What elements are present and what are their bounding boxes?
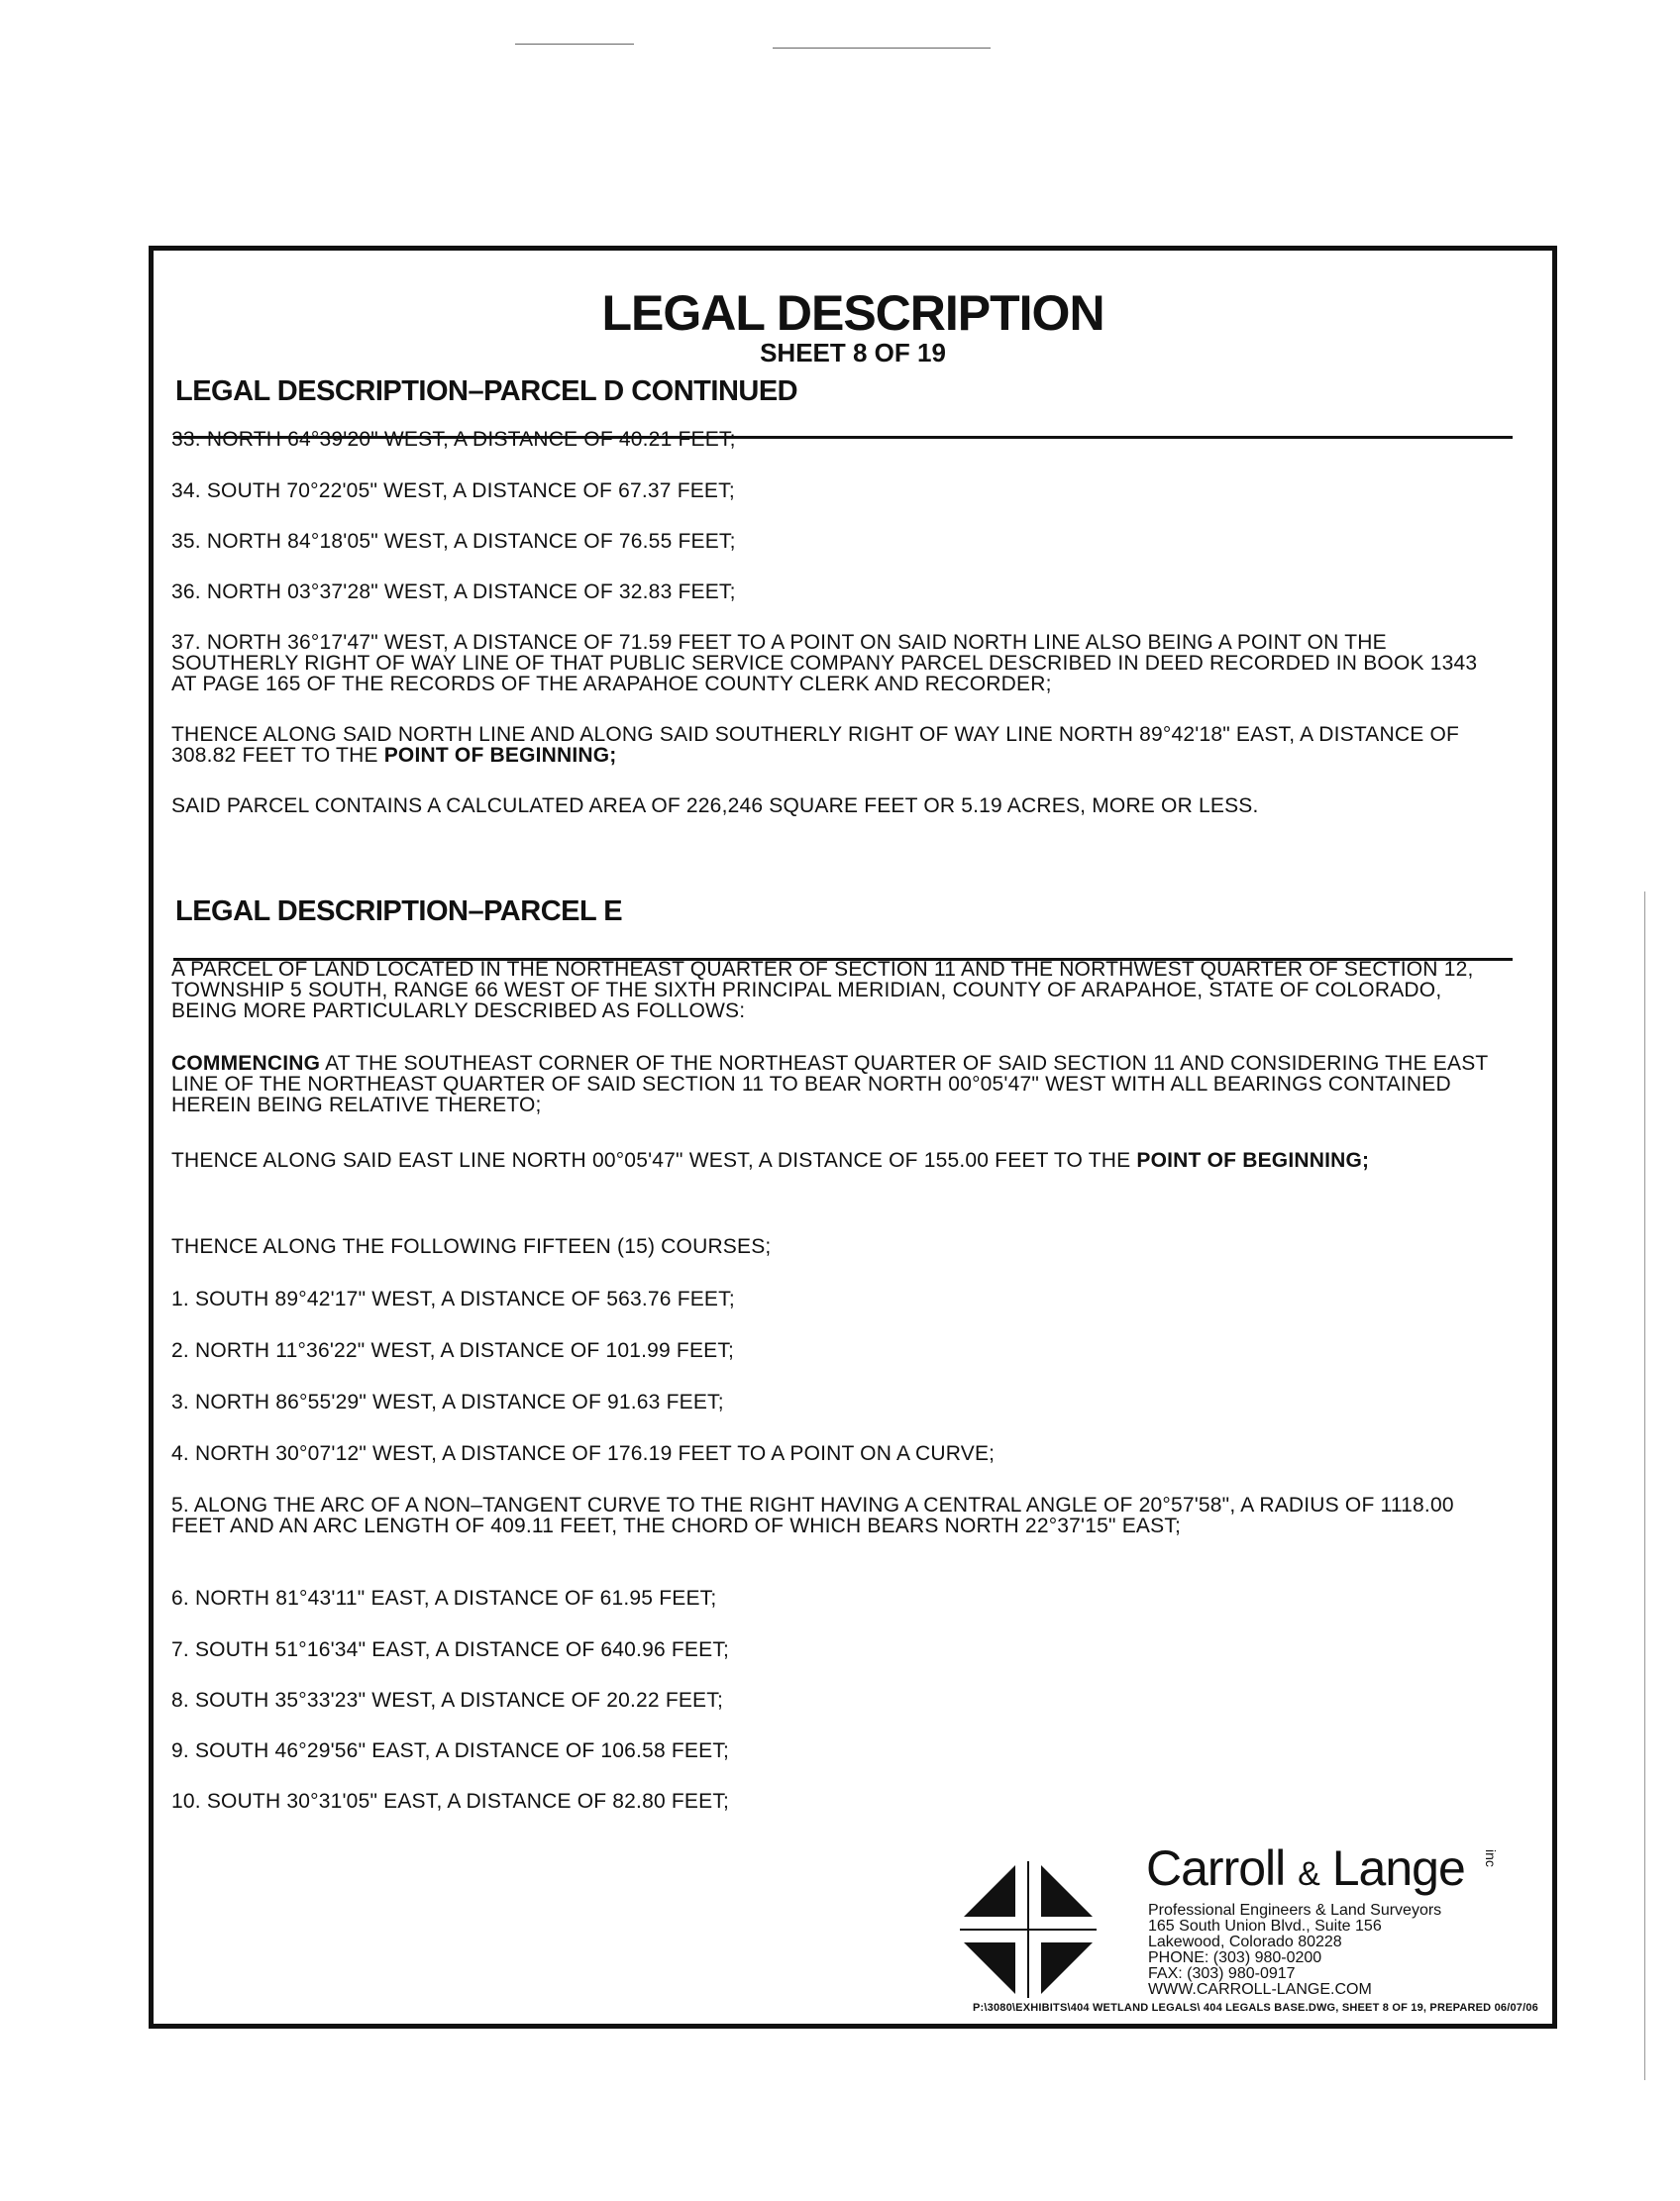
company-name-carroll: Carroll (1146, 1840, 1286, 1896)
company-name-lange: Lange (1331, 1840, 1465, 1896)
course-d-37: 37. NORTH 36°17'47" WEST, A DISTANCE OF 71.59 FEET TO A POINT ON SAID NORTH LINE ALSO BEING A POINT ON THE SOUTHERLY RIGHT OF WAY LINE OF THAT PUBLIC SERVICE COMPANY PARCEL DESCRIBED IN DEED RECORDED IN BOOK 1343 AT PAGE 165 OF THE RECORDS OF THE ARAPAHOE COUNTY CLERK AND RECORDER; (171, 631, 1478, 695)
scan-mark-top (515, 44, 634, 45)
parcel-e-thence (171, 1150, 1503, 1171)
sheet-number: SHEET 8 OF 19 (760, 338, 946, 367)
parcel-e-thence-text: THENCE ALONG SAID EAST LINE NORTH 00°05'47" WEST, A DISTANCE OF 155.00 FEET TO THE (171, 1149, 1131, 1172)
company-tagline: Professional Engineers & Land Surveyors (1148, 1902, 1442, 1919)
drawing-file-path: P:\3080\EXHIBITS\404 WETLAND LEGALS\ 404 LEGALS BASE.DWG, SHEET 8 OF 19, PREPARED 06/07/06 (972, 2002, 1538, 2014)
course-d-34: 34. SOUTH 70°22'05" WEST, A DISTANCE OF 67.37 FEET; (171, 479, 735, 502)
company-city: Lakewood, Colorado 80228 (1148, 1934, 1342, 1950)
course-e-10: 10. SOUTH 30°31'05" EAST, A DISTANCE OF 82.80 FEET; (171, 1790, 730, 1813)
scan-mark-top (773, 48, 991, 49)
carroll-lange-logo-icon (954, 1855, 1102, 2004)
scan-mark-right (1644, 891, 1645, 2080)
course-e-2: 2. NORTH 11°36'22" WEST, A DISTANCE OF 101.99 FEET; (171, 1339, 735, 1362)
parcel-e-point-of-beginning: POINT OF BEGINNING; (1136, 1149, 1370, 1172)
parcel-d-thence (171, 724, 1503, 766)
parcel-d-thence-text: THENCE ALONG SAID NORTH LINE AND ALONG SAID SOUTHERLY RIGHT OF WAY LINE NORTH 89°42'18" EAST, A DISTANCE OF 308.82 FEET TO THE (171, 723, 1460, 767)
company-name-ampersand: & (1298, 1855, 1319, 1893)
course-e-8: 8. SOUTH 35°33'23" WEST, A DISTANCE OF 20.22 FEET; (171, 1689, 723, 1712)
course-e-3: 3. NORTH 86°55'29" WEST, A DISTANCE OF 91.63 FEET; (171, 1391, 724, 1414)
company-street: 165 South Union Blvd., Suite 156 (1148, 1918, 1382, 1935)
course-e-6: 6. NORTH 81°43'11" EAST, A DISTANCE OF 61.95 FEET; (171, 1587, 717, 1610)
course-d-35: 35. NORTH 84°18'05" WEST, A DISTANCE OF 76.55 FEET; (171, 530, 736, 553)
course-e-1: 1. SOUTH 89°42'17" WEST, A DISTANCE OF 563.76 FEET; (171, 1288, 735, 1310)
commencing-text: AT THE SOUTHEAST CORNER OF THE NORTHEAST QUARTER OF SAID SECTION 11 AND CONSIDERING THE EAST LINE OF THE NORTHEAST QUARTER OF SAID SECTION 11 TO BEAR NORTH 00°05'47" WEST WITH ALL BEARINGS CONTAINED HEREIN BEING RELATIVE THERETO; (171, 1052, 1489, 1116)
company-website: WWW.CARROLL-LANGE.COM (1148, 1981, 1372, 1998)
course-e-4: 4. NORTH 30°07'12" WEST, A DISTANCE OF 176.19 FEET TO A POINT ON A CURVE; (171, 1442, 996, 1465)
company-fax: FAX: (303) 980-0917 (1148, 1965, 1296, 1982)
company-suffix: inc (1483, 1849, 1499, 1867)
course-e-5: 5. ALONG THE ARC OF A NON–TANGENT CURVE TO THE RIGHT HAVING A CENTRAL ANGLE OF 20°57'58", A RADIUS OF 1118.00 FEET AND AN ARC LENGTH OF 409.11 FEET, THE CHORD OF WHICH BEARS NORTH 22°37'15" EAST; (171, 1494, 1454, 1537)
parcel-d-point-of-beginning: POINT OF BEGINNING; (383, 744, 617, 767)
commencing-label: COMMENCING (171, 1052, 321, 1075)
page-title: LEGAL DESCRIPTION (601, 285, 1104, 341)
course-e-9: 9. SOUTH 46°29'56" EAST, A DISTANCE OF 106.58 FEET; (171, 1739, 730, 1762)
company-name (1146, 1839, 1465, 1897)
company-phone: PHONE: (303) 980-0200 (1148, 1949, 1322, 1966)
course-e-7: 7. SOUTH 51°16'34" EAST, A DISTANCE OF 640.96 FEET; (171, 1638, 730, 1661)
legal-description-sheet (149, 246, 1557, 2029)
company-contact (1148, 1903, 1441, 1998)
parcel-e-heading: LEGAL DESCRIPTION–PARCEL E (175, 895, 623, 927)
parcel-e-fifteen-courses: THENCE ALONG THE FOLLOWING FIFTEEN (15) COURSES; (171, 1235, 772, 1258)
parcel-e-commencing (171, 1053, 1503, 1115)
course-d-36: 36. NORTH 03°37'28" WEST, A DISTANCE OF 32.83 FEET; (171, 580, 736, 603)
parcel-d-heading: LEGAL DESCRIPTION–PARCEL D CONTINUED (175, 375, 798, 407)
parcel-d-area: SAID PARCEL CONTAINS A CALCULATED AREA OF 226,246 SQUARE FEET OR 5.19 ACRES, MORE OR LESS. (171, 794, 1259, 817)
course-d-33: 33. NORTH 64°39'20" WEST, A DISTANCE OF 40.21 FEET; (171, 428, 736, 451)
parcel-e-intro: A PARCEL OF LAND LOCATED IN THE NORTHEAST QUARTER OF SECTION 11 AND THE NORTHWEST QUARTER OF SECTION 12, TOWNSHIP 5 SOUTH, RANGE 66 WEST OF THE SIXTH PRINCIPAL MERIDIAN, COUNTY OF ARAPAHOE, STATE OF COLORADO, BEING MORE PARTICULARLY DESCRIBED AS FOLLOWS: (171, 958, 1474, 1022)
